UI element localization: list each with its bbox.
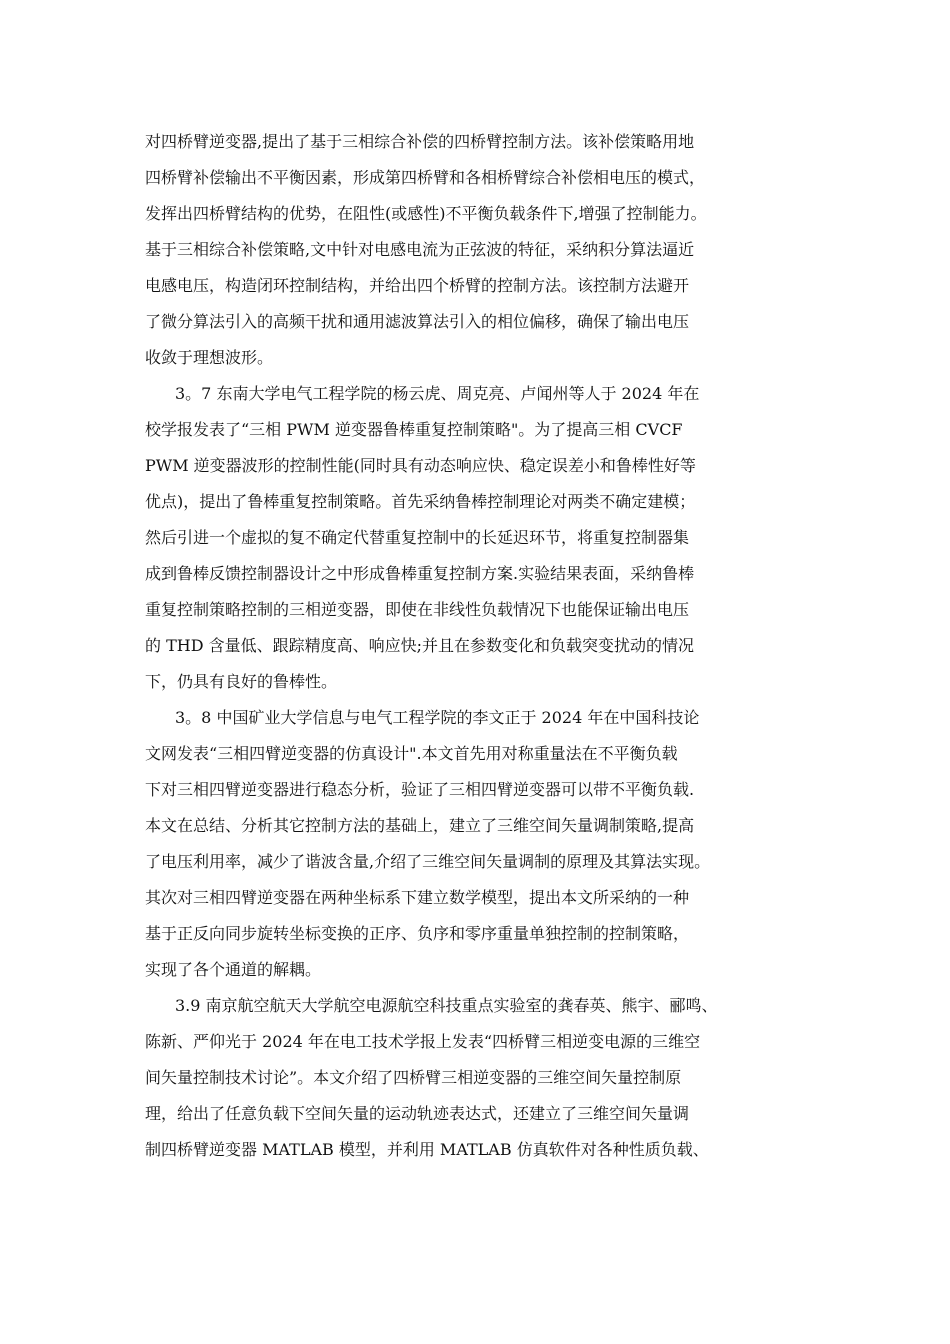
text-line: 基于正反向同步旋转坐标变换的正序、负序和零序重量单独控制的控制策略， bbox=[145, 924, 690, 943]
text-line: 制四桥臂逆变器 MATLAB 模型，并利用 MATLAB 仿真软件对各种性质负载、 bbox=[145, 1140, 709, 1159]
text-line: 了微分算法引入的高频干扰和通用滤波算法引入的相位偏移，确保了输出电压 bbox=[145, 312, 690, 331]
text-line: 3。7 东南大学电气工程学院的杨云虎、周克亮、卢闻州等人于 2024 年在 bbox=[175, 384, 700, 403]
text-line: 发挥出四桥臂结构的优势，在阻性(或感性)不平衡负载条件下,增强了控制能力。 bbox=[145, 204, 707, 223]
text-line: 然后引进一个虚拟的复不确定代替重复控制中的长延迟环节，将重复控制器集 bbox=[145, 528, 690, 547]
text-line: 对四桥臂逆变器,提出了基于三相综合补偿的四桥臂控制方法。该补偿策略用地 bbox=[145, 132, 695, 151]
text-line: 校学报发表了“三相 PWM 逆变器鲁棒重复控制策略"。为了提高三相 CVCF bbox=[145, 420, 683, 439]
text-line: 优点)，提出了鲁棒重复控制策略。首先采纳鲁棒控制理论对两类不确定建模； bbox=[145, 492, 696, 511]
text-line: 重复控制策略控制的三相逆变器，即使在非线性负载情况下也能保证输出电压 bbox=[145, 600, 690, 619]
document-body bbox=[145, 124, 820, 1168]
paragraph-section-3-7 bbox=[145, 376, 820, 700]
text-line: 四桥臂补偿输出不平衡因素，形成第四桥臂和各相桥臂综合补偿相电压的模式， bbox=[145, 168, 706, 187]
text-line: 了电压利用率，减少了谐波含量,介绍了三维空间矢量调制的原理及其算法实现。 bbox=[145, 852, 711, 871]
text-line: 本文在总结、分析其它控制方法的基础上，建立了三维空间矢量调制策略,提高 bbox=[145, 816, 695, 835]
text-line: 下，仍具有良好的鲁棒性。 bbox=[145, 672, 338, 691]
text-line: 3.9 南京航空航天大学航空电源航空科技重点实验室的龚春英、熊宇、郦鸣、 bbox=[175, 996, 718, 1015]
text-line: 成到鲁棒反馈控制器设计之中形成鲁棒重复控制方案.实验结果表面，采纳鲁棒 bbox=[145, 564, 695, 583]
text-line: 电感电压，构造闭环控制结构，并给出四个桥臂的控制方法。该控制方法避开 bbox=[145, 276, 690, 295]
text-line: 基于三相综合补偿策略,文中针对电感电流为正弦波的特征，采纳积分算法逼近 bbox=[145, 240, 695, 259]
text-line: 的 THD 含量低、跟踪精度高、响应快;并且在参数变化和负载突变扰动的情况 bbox=[145, 636, 695, 655]
text-line: 文网发表“三相四臂逆变器的仿真设计".本文首先用对称重量法在不平衡负载 bbox=[145, 744, 678, 763]
text-line: 下对三相四臂逆变器进行稳态分析，验证了三相四臂逆变器可以带不平衡负载. bbox=[145, 780, 695, 799]
text-line: 理，给出了任意负载下空间矢量的运动轨迹表达式，还建立了三维空间矢量调 bbox=[145, 1104, 690, 1123]
text-line: 收敛于理想波形。 bbox=[145, 348, 274, 367]
text-line: 间矢量控制技术讨论”。本文介绍了四桥臂三相逆变器的三维空间矢量控制原 bbox=[145, 1068, 682, 1087]
text-line: 3。8 中国矿业大学信息与电气工程学院的李文正于 2024 年在中国科技论 bbox=[175, 708, 700, 727]
text-line: 实现了各个通道的解耦。 bbox=[145, 960, 322, 979]
paragraph-section-3-9 bbox=[145, 988, 820, 1168]
paragraph-section-3-8 bbox=[145, 700, 820, 988]
text-line: 陈新、严仰光于 2024 年在电工技术学报上发表“四桥臂三相逆变电源的三维空 bbox=[145, 1032, 701, 1051]
paragraph-four-leg-compensation bbox=[145, 124, 820, 376]
text-line: 其次对三相四臂逆变器在两种坐标系下建立数学模型，提出本文所采纳的一种 bbox=[145, 888, 690, 907]
text-line: PWM 逆变器波形的控制性能(同时具有动态响应快、稳定误差小和鲁棒性好等 bbox=[145, 456, 696, 475]
